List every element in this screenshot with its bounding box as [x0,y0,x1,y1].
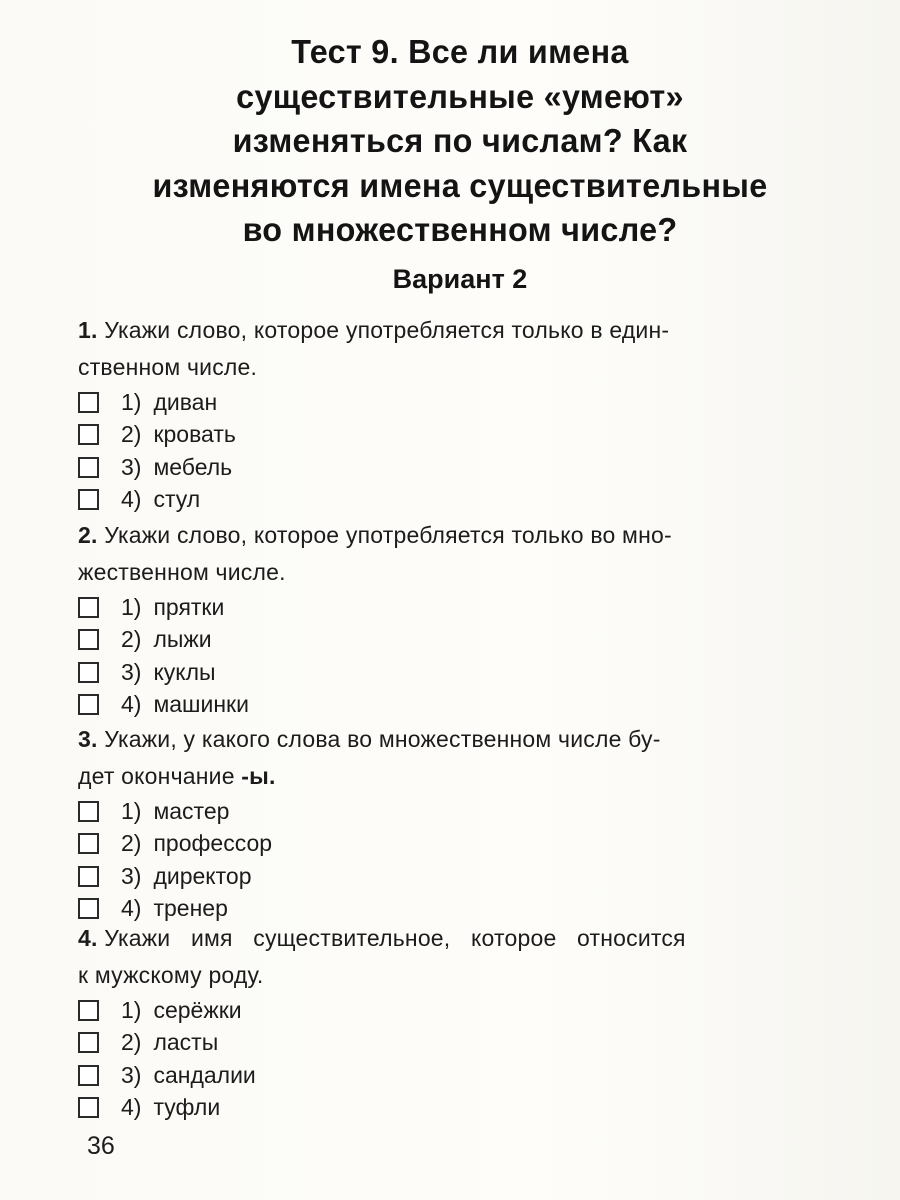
option-label: стул [153,486,201,513]
option-number: 4) [121,1094,142,1121]
answer-checkbox[interactable] [78,898,99,919]
question-number: 1. [78,317,98,343]
option-label: директор [153,862,252,889]
option-label: туфли [153,1094,221,1121]
option-label: лыжи [153,626,212,653]
option-label: машинки [153,691,249,718]
answer-option[interactable] [78,484,850,517]
option-number: 2) [121,830,142,857]
option-number: 3) [121,862,142,889]
question-3 [78,721,850,925]
answer-option[interactable] [78,795,850,828]
answer-checkbox[interactable] [78,392,99,413]
answer-option[interactable] [78,656,850,689]
question-2 [78,517,850,721]
question-number: 4. [78,925,98,951]
question-text [78,721,850,795]
option-number: 2) [121,626,142,653]
answer-checkbox[interactable] [78,662,99,683]
option-number: 1) [121,797,142,824]
answer-checkbox[interactable] [78,694,99,715]
answer-option[interactable] [78,386,850,419]
answer-checkbox[interactable] [78,1000,99,1021]
option-number: 4) [121,691,142,718]
answer-checkbox[interactable] [78,629,99,650]
answer-option[interactable] [78,451,850,484]
question-line: ственном числе. [78,354,258,380]
answer-checkbox[interactable] [78,1097,99,1118]
question-text [78,517,850,591]
option-label: мастер [153,797,230,824]
option-number: 4) [121,486,142,513]
answer-option[interactable] [78,624,850,657]
question-number: 2. [78,522,98,548]
answer-option[interactable] [78,994,850,1027]
option-number: 3) [121,1061,142,1088]
answer-checkbox[interactable] [78,597,99,618]
question-1 [78,312,850,516]
answer-checkbox[interactable] [78,457,99,478]
answer-checkbox[interactable] [78,1065,99,1086]
title-line: во множественном числе? [242,211,678,248]
answer-option[interactable] [78,828,850,861]
answer-checkbox[interactable] [78,489,99,510]
question-text [78,920,850,994]
option-label: прятки [153,593,225,620]
answer-option[interactable] [78,1059,850,1092]
question-number: 3. [78,726,98,752]
option-number: 1) [121,593,142,620]
option-label: ласты [153,1029,219,1056]
option-label: диван [153,388,218,415]
option-label: мебель [153,453,233,480]
answer-checkbox[interactable] [78,801,99,822]
answer-checkbox[interactable] [78,424,99,445]
question-line: Укажи слово, которое употребляется только в един- [104,317,670,343]
option-number: 1) [121,996,142,1023]
option-number: 4) [121,895,142,922]
question-line: Укажи слово, которое употребляется только во мно- [104,522,672,548]
answer-checkbox[interactable] [78,866,99,887]
ending-highlight: -ы. [241,763,276,789]
question-text [78,312,850,386]
option-label: серёжки [153,996,242,1023]
title-line: изменяться по числам? Как [232,122,688,159]
option-label: кровать [153,421,236,448]
title-line: изменяются имена существительные [152,166,768,204]
option-number: 1) [121,388,142,415]
answer-option[interactable] [78,1092,850,1125]
title-line: существительные «умеют» [236,77,684,115]
option-label: тренер [153,895,228,922]
question-line: Укажи имя существительное, которое относится [104,925,686,951]
page-title [68,30,852,253]
question-4 [78,920,850,1124]
option-label: профессор [153,830,273,857]
answer-checkbox[interactable] [78,1032,99,1053]
variant-heading: Вариант 2 [392,264,528,294]
option-number: 2) [121,421,142,448]
option-number: 2) [121,1029,142,1056]
answer-checkbox[interactable] [78,833,99,854]
question-line: к мужскому роду. [78,962,264,988]
option-label: куклы [153,658,216,685]
question-line: Укажи, у какого слова во множественном числе бу- [104,726,661,752]
answer-option[interactable] [78,1027,850,1060]
title-line: Тест 9. Все ли имена [291,33,629,70]
page-number: 36 [87,1132,115,1160]
question-line: жественном числе. [78,559,286,585]
answer-option[interactable] [78,860,850,893]
option-number: 3) [121,453,142,480]
answer-option[interactable] [78,419,850,452]
answer-option[interactable] [78,689,850,722]
option-number: 3) [121,658,142,685]
question-line: дет окончание [78,763,242,789]
option-label: сандалии [153,1061,256,1088]
answer-option[interactable] [78,591,850,624]
